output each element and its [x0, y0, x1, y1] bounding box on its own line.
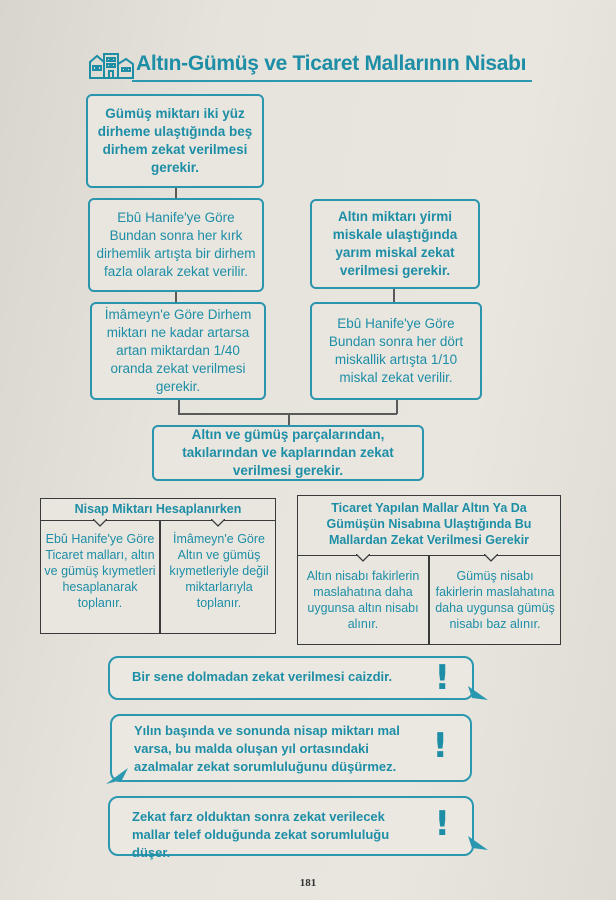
table-divider [428, 556, 430, 644]
table-header [41, 499, 275, 521]
exclamation-icon: ! [434, 658, 450, 698]
connector [393, 288, 395, 302]
silver-abu-hanifa-box [88, 198, 264, 292]
connector [396, 400, 398, 414]
table-header-text: Nisap Miktarı Hesaplanırken [74, 502, 242, 516]
callout-tail [468, 686, 496, 706]
table-cell-abu-hanifa: Ebû Hanife'ye Göre Ticaret malları, altın ve gümüş kıymetleri hesaplanarak toplanır. [44, 532, 156, 610]
silver-imameyn-text: İmâmeyn'e Göre Dirhem miktarı ne kadar artarsa artan miktardan 1/40 oranda zekat verilmesi gerekir. [104, 307, 252, 394]
buildings-icon [88, 50, 134, 80]
connector [175, 292, 177, 302]
gold-abu-hanifa-text: Ebû Hanife'ye Göre Bundan sonra her dört miskallik artışta 1/10 miskal zekat verilir. [328, 316, 464, 385]
silver-nisab-box [86, 94, 264, 188]
note-callout [110, 714, 472, 782]
exclamation-icon: ! [432, 726, 448, 766]
connector [178, 400, 180, 414]
table-cell-imameyn: İmâmeyn'e Göre Altın ve gümüş kıymetleriyle değil miktarlarıyla toplanır. [169, 532, 269, 610]
gold-abu-hanifa-box [310, 302, 482, 400]
table-cell-gold: Altın nisabı fakirlerin maslahatına daha uygunsa altın nisabı alınır. [306, 569, 420, 631]
title-underline [132, 80, 532, 82]
note-text: Zekat farz olduktan sonra zekat verilecek mallar telef olduğunda zekat sorumluluğu düşer. [132, 809, 390, 860]
table-header [298, 496, 560, 556]
silver-abu-hanifa-text: Ebû Hanife'ye Göre Bundan sonra her kırk dirhemlik artışta bir dirhem fazla olarak zekat verilir. [96, 210, 256, 279]
note-text: Yılın başında ve sonunda nisap miktarı mal varsa, bu malda oluşan yıl ortasındaki azalmalar zekat sorumluluğunu düşürmez. [134, 723, 400, 774]
section-title [88, 46, 532, 84]
jewelry-box [152, 425, 424, 481]
table-header-text: Ticaret Yapılan Mallar Altın Ya Da Gümüşün Nisabına Ulaştığında Bu Mallardan Zekat Verilmesi Gerekir [326, 501, 532, 547]
exclamation-icon: ! [434, 804, 450, 844]
jewelry-text: Altın ve gümüş parçalarından, takılarından ve kaplarından zekat verilmesi gerekir. [182, 427, 394, 478]
gold-nisab-box [310, 199, 480, 289]
page-number: 181 [299, 877, 317, 889]
pointer-notch [484, 554, 498, 562]
pointer-notch [211, 519, 225, 527]
silver-nisab-text: Gümüş miktarı iki yüz dirheme ulaştığında beş dirhem zekat verilmesi gerekir. [97, 106, 253, 175]
nisab-calculation-table [40, 498, 276, 634]
note-callout [108, 656, 474, 700]
page-title: Altın-Gümüş ve Ticaret Mallarının Nisabı [136, 52, 527, 75]
pointer-notch [356, 554, 370, 562]
callout-tail [100, 768, 128, 788]
pointer-notch [93, 519, 107, 527]
table-cell-silver: Gümüş nisabı fakirlerin maslahatına daha uygunsa gümüş nisabı baz alınır. [435, 569, 555, 631]
gold-nisab-text: Altın miktarı yirmi miskale ulaştığında yarım miskal zekat verilmesi gerekir. [332, 209, 458, 278]
silver-imameyn-box [90, 302, 266, 400]
note-text: Bir sene dolmadan zekat verilmesi caizdir. [132, 669, 393, 684]
table-divider [159, 521, 161, 633]
note-callout [108, 796, 474, 860]
callout-tail [468, 836, 496, 856]
connector [288, 413, 290, 425]
trade-goods-table [297, 495, 561, 645]
